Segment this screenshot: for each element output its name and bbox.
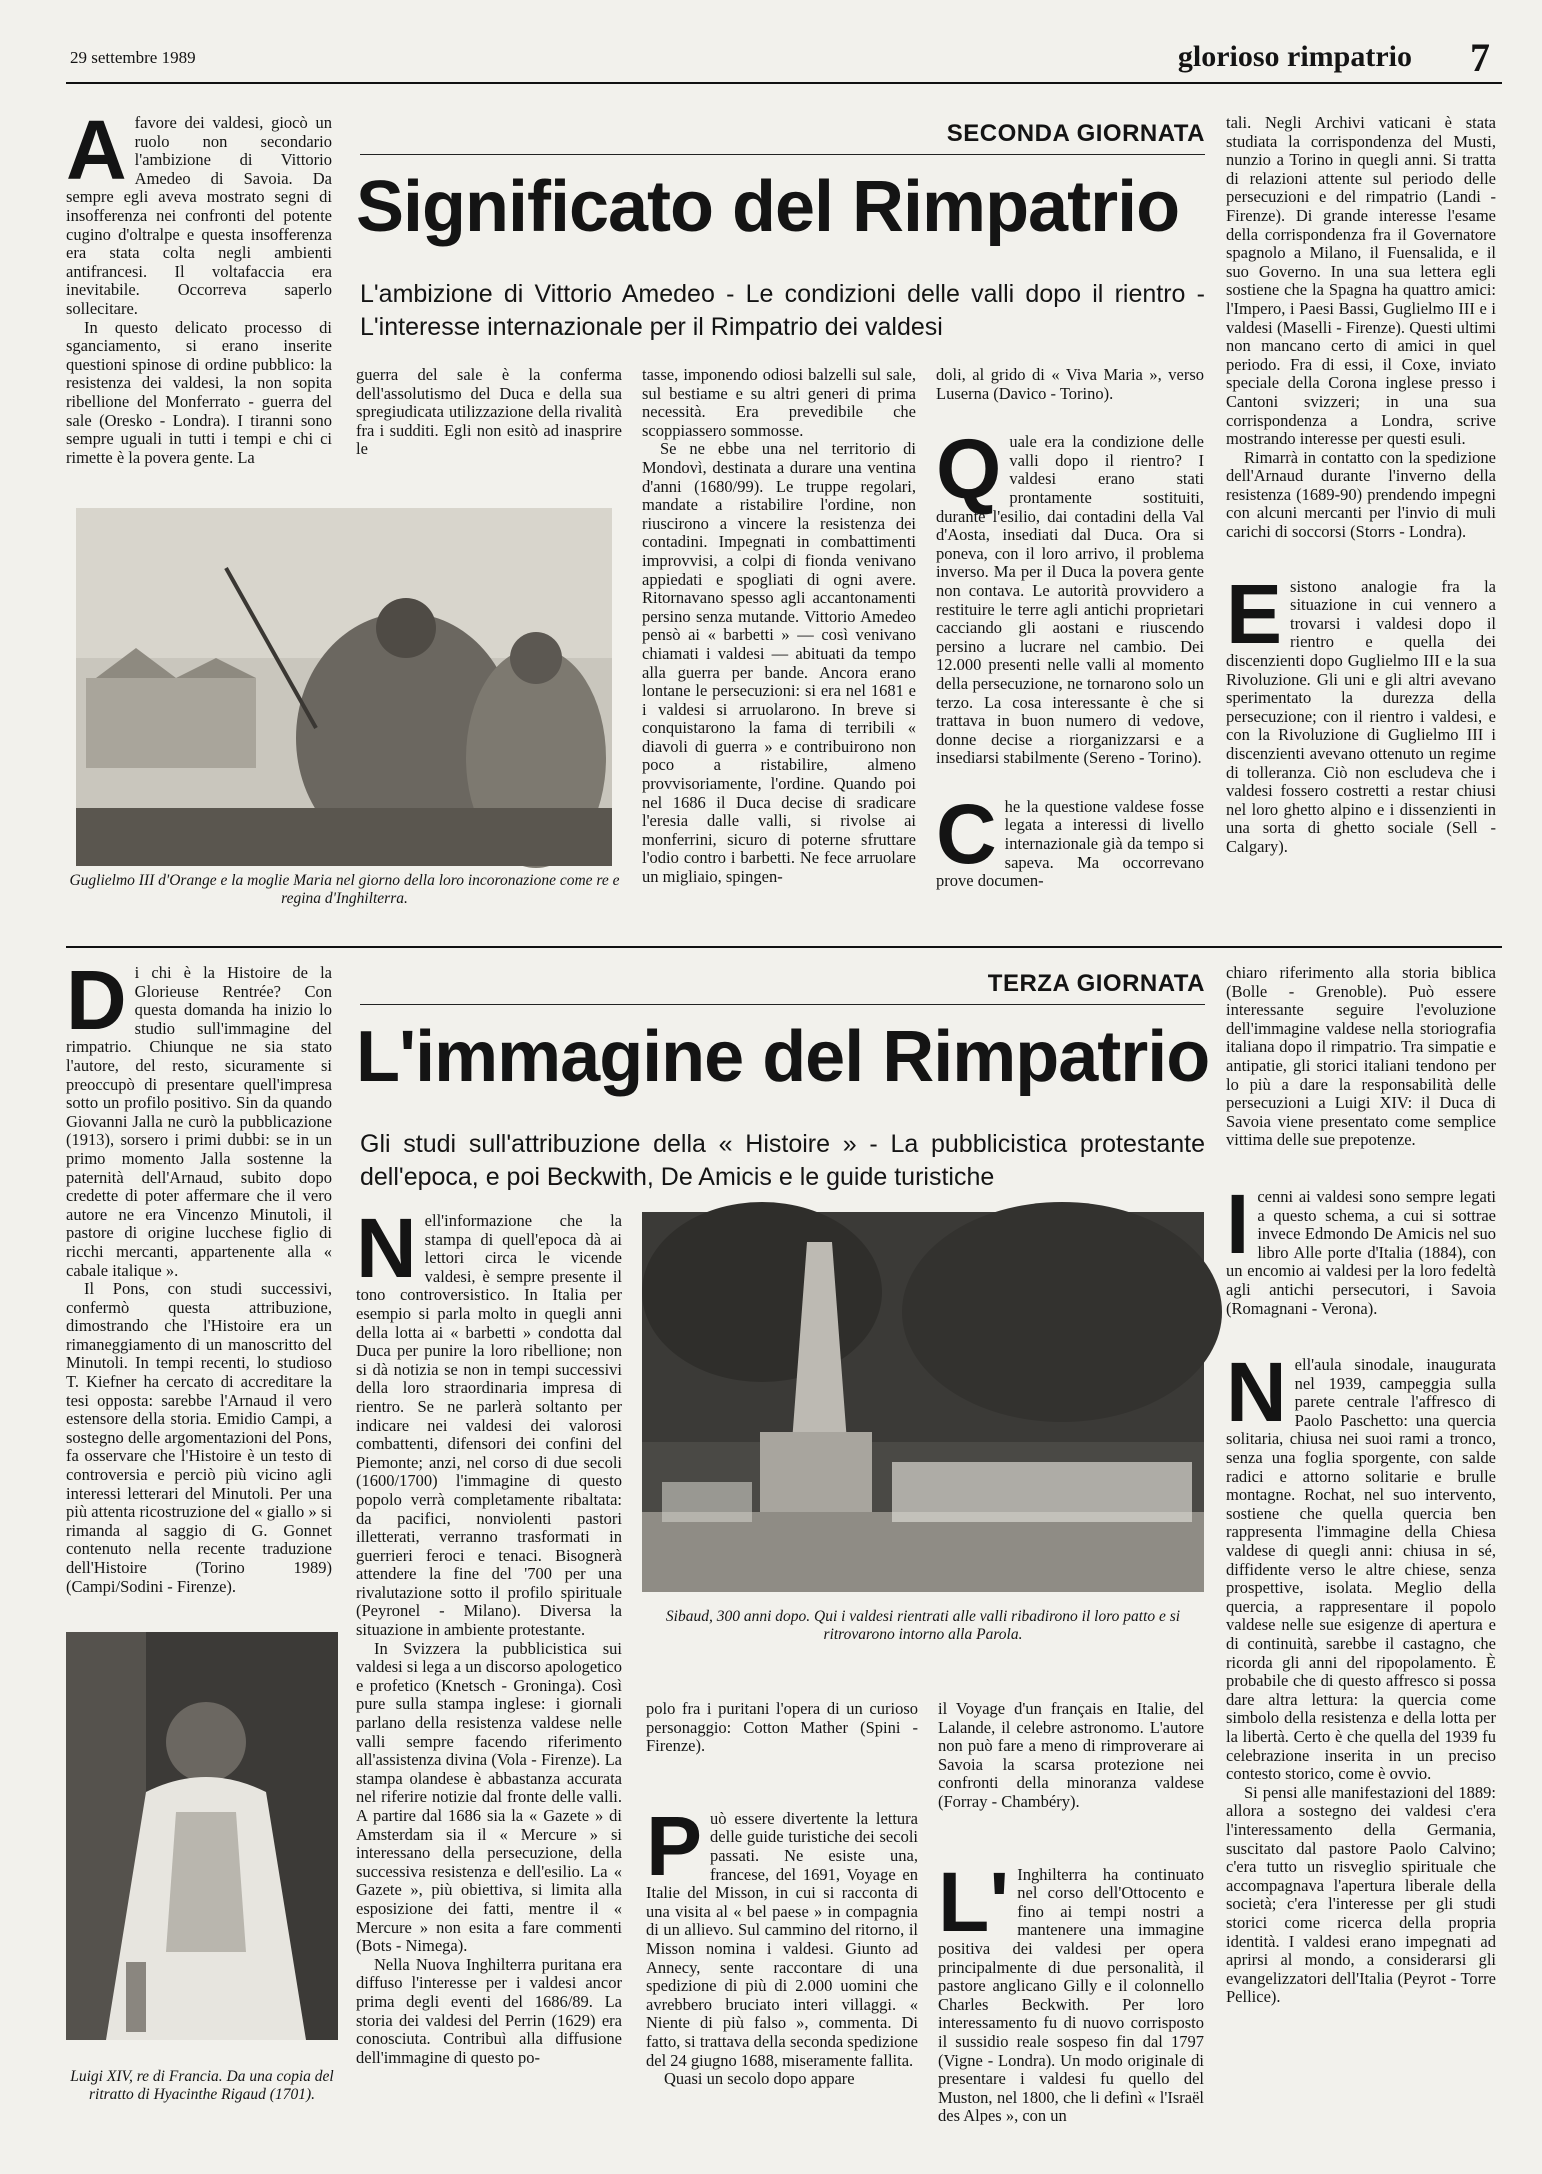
photo-caption: Sibaud, 300 anni dopo. Qui i valdesi rientrati alle valli ribadirono il loro patto e si ritrovarono intorno alla Parola.	[665, 1608, 1181, 1643]
s2-column-1	[66, 103, 332, 467]
drop-cap: I	[1226, 1176, 1250, 1271]
drop-cap: Q	[936, 422, 1002, 517]
paragraph: chiaro riferimento alla storia biblica (Bolle - Grenoble). Può essere interessante seguire l'evoluzione dell'immagine valdese nella storiografia italiana dopo il rimpatrio. Tra simpatie e antipatie, gli storici italiani tendono per lo più a dare la responsabilità delle persecuzioni a Luigi XIV: il Duca di Savoia viene presentato come semplice vittima delle sue prepotenze.	[1226, 963, 1496, 1150]
paragraph: il Voyage d'un français en Italie, del Lalande, il celebre astronomo. L'autore non può fare a meno di rimproverare ai Savoia la scarsa protezione nei confronti della minoranza valdese (Forray - Chambéry).	[938, 1699, 1204, 1811]
s2-column-3	[642, 366, 916, 922]
paragraph: Nella Nuova Inghilterra puritana era diffuso l'interesse per i valdesi ancor prima degli eventi del 1686/89. La storia dei valdesi del Perrin (1629) era conosciuta. Contribuì alla diffusione dell'immagine di questo po-	[356, 1954, 622, 2067]
s2-column-2	[356, 366, 622, 466]
drop-cap: D	[66, 953, 127, 1047]
engraving-illustration	[76, 508, 612, 866]
paragraph: sistono analogie fra la situazione in cui vennero a trovarsi i valdesi dopo il rientro e quella dei discenzienti dopo Guglielmo III e la sua Rivoluzione. Gli uni e gli altri avevano sperimentato la durezza della persecuzione; con il rientro i valdesi, e con la Rivoluzione di Guglielmo III i discenzienti avevano ottenuto un regime di tolleranza. Ciò non escludeva che i valdesi fossero costretti a restar chiusi nel loro ghetto alpino e i dissenzienti in una sorta di ghetto sociale (Sell - Calgary).	[1226, 576, 1496, 856]
section-kicker: TERZA GIORNATA	[987, 970, 1205, 997]
headline: Significato del Rimpatrio	[356, 167, 1180, 247]
paragraph: Quasi un secolo dopo appare	[664, 2069, 855, 2089]
paragraph: Se ne ebbe una nel territorio di Mondovì, destinata a durare una ventina d'anni (1680/99). Le truppe regolari, mandate a ristabilire l'ordine, non riuscirono a vincere la resistenza dei contadini. Impegnati in combattimenti improvvisi, a colpi di fionda venivano appiedati e spogliati di ogni avere. Ritornavano spesso agli accantonamenti persino senza mutande. Vittorio Amedeo pensò ai « barbetti » — così venivano chiamati i valdesi — abituati da tempo alla guerra per bande. Ancora erano lontane le persecuzioni: si era nel 1681 e i valdesi si arruolarono. In breve si conquistarono la fama di terribili « diavoli di guerra » e contribuirono non poco a ristabilire, almeno provvisoriamente, l'ordine. Quando poi nel 1686 il Duca decise di sradicare l'eresia dalle valli, si rivolse ai monferrini, sicuro di poterne sfruttare l'odio contro i barbetti. Ne fece arruolare un migliaio, spingen-	[642, 439, 916, 887]
issue-date: 29 settembre 1989	[70, 48, 196, 67]
portrait-illustration	[66, 1632, 338, 2040]
drop-cap: N	[356, 1201, 417, 1295]
drop-cap: P	[646, 1798, 703, 1893]
deck: L'ambizione di Vittorio Amedeo - Le condizioni delle valli dopo il rientro - L'interesse internazionale per il Rimpatrio dei valdesi	[360, 280, 1205, 341]
paragraph: In questo delicato processo di sganciamento, si erano inserite questioni spinose di ordine pubblico: la resistenza dei valdesi, la non sopita ribellione del Monferrato - guerra del sale (Oresko - Londra). I tiranni sono sempre uguali in tutti i tempi e chi ci rimette è la povera gente. La	[66, 317, 332, 467]
headline: L'immagine del Rimpatrio	[356, 1017, 1210, 1097]
paragraph: favore dei valdesi, giocò un ruolo non secondario l'ambizione di Vittorio Amedeo di Savoia. Da sempre egli aveva mostrato segni di insofferenza nei confronti del potente cugino d'oltralpe e questa insofferenza era stata colta negli ambienti antifrancesi. Il voltafaccia era inevitabile. Occorreva saperlo sollecitare.	[66, 113, 332, 318]
s3-column-1	[66, 953, 332, 1624]
paragraph: Rimarrà in contatto con la spedizione dell'Arnaud durante l'inverno della resistenza (1689-90) prendendo impegni con alcuni mercanti per l'invio di muli carichi di soccorsi (Storrs - Londra).	[1226, 447, 1496, 542]
paragraph: tali. Negli Archivi vaticani è stata studiata la corrispondenza del Musti, nunzio a Torino in quegli anni. Si tratta di relazioni attente sul periodo delle persecuzioni e del rimpatrio (Landi - Firenze). Di grande interesse l'esame della corrispondenza fra il Governatore spagnolo a Milano, il Fuensalida, e il suo Governo. In una sua lettera egli sostiene che la Spagna ha quattro amici: l'Impero, i Paesi Bassi, Guglielmo III e i valdesi (Maselli - Firenze). Questi ultimi non mancano certo di amici in quel periodo. Fra di essi, il Coxe, inviato speciale della Corona inglese presso i Cantoni svizzeri; in una sua corrispondenza a Londra, scrive mostrando interesse per questi esuli.	[1226, 113, 1496, 449]
paragraph: doli, al grido di « Viva Maria », verso Luserna (Davico - Torino).	[936, 365, 1204, 403]
drop-cap: A	[66, 103, 127, 197]
paragraph: ell'informazione che la stampa di quell'epoca dà ai lettori circa le vicende valdesi, è sempre presente il tono controversistico. In Italia per esempio si parla molto in quegli anni della lotta ai « barbetti » condotta dal Duca per punire la loro ribellione; non si dà notizia se non in tempi successivi della loro straordinaria impresa di rientro. Se ne parlerà soltanto per indicare nei valdesi dei valorosi combattenti, difensori dei confini del Piemonte; anzi, nel corso di due secoli (1600/1700) l'immagine di questo popolo verrà completamente ribaltata: da pacifici, nonviolenti pastori illetterati, verranno trasformati in guerrieri feroci e tenaci. Bisognerà attendere la fine del '700 per una rivalutazione sotto il profilo spirituale (Peyronel - Milano). Diversa la situazione in ambiente protestante.	[356, 1211, 622, 1640]
s2-column-5	[1226, 114, 1496, 924]
drop-cap: C	[936, 786, 997, 881]
s3-column-2	[356, 1201, 622, 2140]
header-rule	[66, 82, 1502, 84]
paragraph: polo fra i puritani l'opera di un curioso personaggio: Cotton Mather (Spini - Firenze).	[646, 1699, 918, 1756]
paragraph: Inghilterra ha continuato nel corso dell'Ottocento e fino ai tempi nostri a mantenere una immagine positiva dei valdesi per opera principalmente di due personalità, il pastore anglicano Gilly e il colonnello Charles Beckwith. Per loro interessamento fu di nuovo corrisposto il sussidio reale sospeso fin dal 1797 (Vigne - Londra). Un modo originale di presentare i valdesi fu quello del Muston, nel 1800, che li definì « l'Israël des Alpes », con un	[938, 1864, 1204, 2126]
drop-cap: E	[1226, 566, 1283, 661]
paragraph: In Svizzera la pubblicistica sui valdesi si lega a un discorso apologetico e profetico (Knetsch - Groninga). Così pure sulla stampa inglese: i giornali parlano della resistenza valdese nelle valli sempre facendo riferimento all'assistenza divina (Vola - Firenze). La stampa olandese è abbastanza accurata nel riferire notizie dal fronte delle valli. A partire dal 1686 sia la « Gazete » di Amsterdam sia il « Mercure » si interessano della persecuzione, della successiva resistenza e dell'esilio. La « Gazete », più obiettiva, si limita alla esposizione dei fatti, mentre il « Mercure » non esita a fare commenti (Bots - Nimega).	[356, 1638, 622, 1956]
coronation-engraving-image	[76, 508, 612, 866]
drop-cap: L'	[938, 1854, 1010, 1949]
section-kicker: SECONDA GIORNATA	[946, 120, 1205, 147]
paragraph: he la questione valdese fosse legata a interessi di livello internazionale già da tempo si sapeva. Ma occorrevano prove documen-	[936, 796, 1204, 891]
photo-caption: Luigi XIV, re di Francia. Da una copia del ritratto di Hyacinthe Rigaud (1701).	[70, 2068, 334, 2103]
sibaud-monument-photo	[642, 1212, 1204, 1592]
paragraph: ell'aula sinodale, inaugurata nel 1939, campeggia sulla parete centrale l'affresco di Paolo Paschetto: una quercia solitaria, chiusa nei suoi rami a tronco, senza una foglia sporgente, con salde radici e attorno solitarie e brulle montagne. Rochat, nel suo intervento, sostiene che quella quercia ben rappresenta l'immagine della Chiesa valdese di quegli anni: chiusa in sé, diffidente verso le altre chiese, senza prospettive, isolata. Meglio della quercia, a rappresentare il popolo valdese nelle sue esigenze di apertura e di continuità, sarebbe il castagno, che ricorda gli anni del ripopolamento. È probabile che di questo affresco si possa dare altra lettura: la quercia come simbolo della resistenza e della lotta per la libertà. Certo è che quella del 1939 fu celebrazione inserita in un preciso contesto storico, come è ovvio.	[1226, 1355, 1496, 1784]
monument-illustration	[642, 1212, 1204, 1592]
s2-column-4	[936, 366, 1204, 922]
page-number: 7	[1470, 35, 1490, 80]
kicker-rule	[360, 1004, 1205, 1005]
paragraph: i chi è la Histoire de la Glorieuse Rentrée? Con questa domanda ha inizio lo studio sull'immagine del rimpatrio. Chiunque ne sia stato l'autore, del resto, sicuramente si preoccupò di presentare quell'impresa sotto un profilo positivo. Sin da quando Giovanni Jalla ne curò la pubblicazione (1913), sorsero i primi dubbi: se in un primo momento Jalla sostenne la paternità dell'Arnaud, subito dopo credette di poter affermare che il vero autore ne era Vincenzo Minutoli, il pastore di origine lucchese figlio di ricchi mercanti, appartenente alla « cabale italique ».	[66, 963, 332, 1280]
s3-column-4	[938, 1700, 1204, 2140]
paragraph: cenni ai valdesi sono sempre legati a questo schema, a cui si sottrae invece Edmondo De Amicis nel suo libro Alle porte d'Italia (1884), con un encomio ai valdesi per la loro fedeltà agli antichi persecutori, i Savoia (Romagnani - Verona).	[1226, 1186, 1496, 1318]
paragraph: Si pensi alle manifestazioni del 1889: allora a sostegno dei valdesi c'era l'interessamento della Germania, suscitato dal pastore Paolo Calvino; c'era tutto un risveglio spirituale che accompagnava l'apertura liberale della società; c'era l'interesse per gli studi storici come ricerca della propria identità. I valdesi erano impegnati ad aprirsi al mondo, a considerarsi gli evangelizzatori dell'Italia (Peyrot - Torre Pellice).	[1226, 1782, 1496, 2007]
newspaper-name: glorioso rimpatrio	[1177, 40, 1412, 73]
paragraph: uale era la condizione delle valli dopo il rientro? I valdesi erano stati prontamente sostituiti, durante l'esilio, dai contadini della Val d'Aosta, insediati dal Duca. Ora si poneva, con il loro arrivo, il problema inverso. Ma per il Duca la povera gente non contava. Le autorità provvidero a restituire le terre agli antichi proprietari cacciando gli aostani e riuscendo persino a lucrare nel cambio. Dei 12.000 presenti nelle valli al momento della persecuzione, ne tornarono solo un terzo. La cosa interessante è che si trattava in buon numero di vedove, donne decise a riorganizzarsi e a insediarsi stabilmente (Sereno - Torino).	[936, 432, 1204, 768]
louis-xiv-portrait-image	[66, 1632, 338, 2040]
section-divider	[66, 946, 1502, 948]
paragraph: uò essere divertente la lettura delle guide turistiche dei secoli passati. Ne esiste una, francese, del 1691, Voyage en Italie del Misson, in cui si racconta di una visita al « bel paese » in compagnia di un allievo. Sul cammino del ritorno, il Misson nomina i valdesi. Giunto ad Annecy, sente raccontare di una spedizione di più di 2.000 uomini che avrebbero bruciato interi villaggi. « Niente di più falso », commenta. Di fatto, si trattava della seconda spedizione del 24 giugno 1688, miseramente fallita.	[646, 1808, 918, 2070]
s3-column-5	[1226, 964, 1496, 2144]
kicker-rule	[360, 154, 1205, 155]
s3-column-3	[646, 1700, 918, 2140]
photo-caption: Guglielmo III d'Orange e la moglie Maria nel giorno della loro incoronazione come re e regina d'Inghilterra.	[69, 872, 620, 907]
paragraph: Il Pons, con studi successivi, confermò questa attribuzione, dimostrando che l'Histoire era un rimaneggiamento di un manoscritto del Minutoli. In tempi recenti, lo studioso T. Kiefner ha cercato di accreditare la tesi opposta: sarebbe l'Arnaud il vero estensore della storia. Emidio Campi, a sostegno delle argomentazioni del Pons, fa osservare che l'Histoire è un testo di controversia e perciò più vicino agli interessi letterari del Minutoli. Per una più attenta ricostruzione del « giallo » si rimanda al saggio di G. Gonnet contenuto nella recente traduzione dell'Histoire (Torino 1989) (Campi/Sodini - Firenze).	[66, 1279, 332, 1596]
deck: Gli studi sull'attribuzione della « Histoire » - La pubblicistica protestante dell'epoca, e poi Beckwith, De Amicis e le guide turistiche	[360, 1130, 1205, 1191]
paragraph: tasse, imponendo odiosi balzelli sul sale, sul bestiame e su altri generi di prima necessità. Era prevedibile che scoppiassero sommosse.	[642, 365, 916, 440]
drop-cap: N	[1226, 1345, 1287, 1440]
paragraph: guerra del sale è la conferma dell'assolutismo del Duca e della sua spregiudicata utilizzazione della rivalità fra i sudditi. Egli non esitò ad inasprire le	[356, 365, 622, 459]
